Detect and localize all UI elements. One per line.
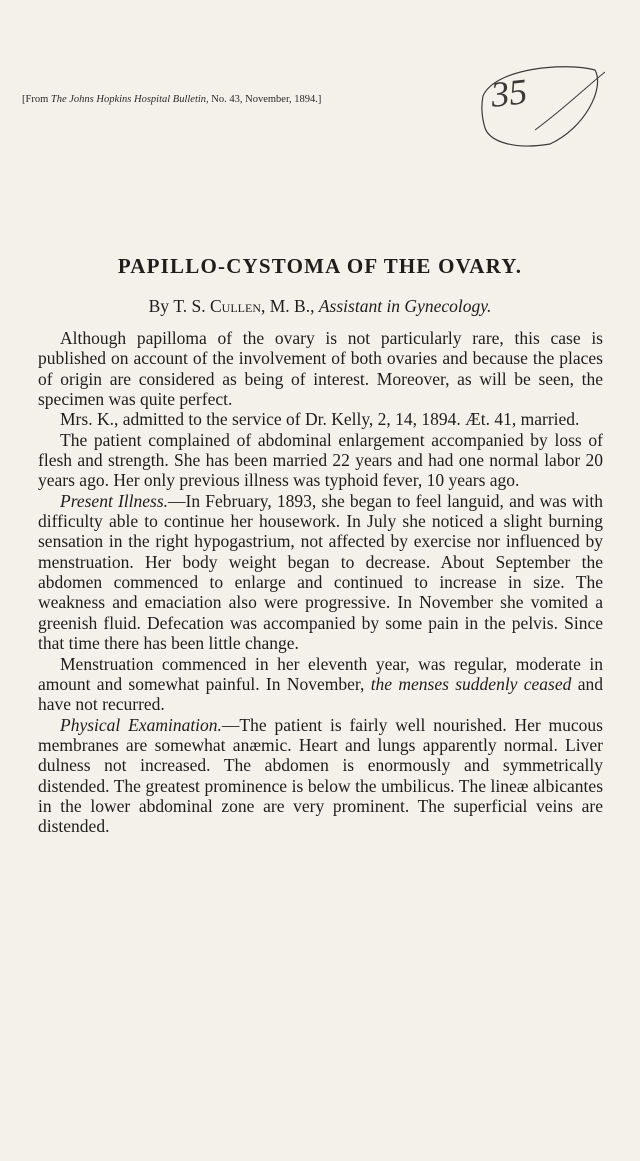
section-heading-present-illness: Present Illness. [60,490,169,511]
paragraph-intro: Although papilloma of the ovary is not particularly rare, this case is published on account of the involvement of both ovaries and because the places of origin are considered as being of interest. Moreover, as will be seen, the specimen was quite perfect. [38,328,603,410]
stamp-scribble-icon [455,58,605,148]
paragraph-physical-examination: Physical Examination.—The patient is fairly well nourished. Her mucous membranes are somewhat anæmic. Heart and lungs apparently normal. Liver dulness not increased. The abdomen is enormously and symmetrically distended. The greatest prominence is below the umbilicus. The lineæ albicantes in the lower abdominal zone are very prominent. The superficial veins are distended. [38,714,603,837]
source-citation [22,94,492,105]
article-body [38,328,603,837]
paragraph-present-illness: Present Illness.—In February, 1893, she began to feel languid, and was with difficulty able to continue her housework. In July she noticed a slight burning sensation in the right hypogastrium, not affected by exercise nor influenced by menstruation. Her body weight began to decrease. About September the abdomen commenced to enlarge and continued to increase in size. The weakness and emaciation also were progressive. In November she vomited a greenish fluid. Defecation was accompanied by some pain in the pelvis. Since that time there has been little change. [38,490,603,654]
paragraph-admission: Mrs. K., admitted to the service of Dr. Kelly, 2, 14, 1894. Æt. 41, married. [60,409,580,430]
author-name: T. S. Cullen, M. B., [173,296,315,316]
article-title: PAPILLO-CYSTOMA OF THE OVARY. [117,254,523,278]
section-heading-physical-examination: Physical Examination. [60,714,222,735]
handwritten-number-stamp-icon [455,58,605,148]
byline [40,296,600,317]
stamp-number: 35 [489,71,529,115]
journal-name: The Johns Hopkins Hospital Bulletin [50,94,207,105]
italic-emphasis: the menses suddenly ceased [370,673,572,694]
paragraph-history: The patient complained of abdominal enlargement accompanied by loss of flesh and strength. She has been married 22 years and had one normal labor 20 years ago. Her only previous illness was typhoid fever, 10 years ago. [38,429,603,491]
byline-prefix: By [148,296,169,316]
author-position: Assistant in Gynecology. [318,296,492,316]
citation-prefix: [From [22,94,51,105]
paragraph-menstruation: Menstruation commenced in her eleventh year, was regular, moderate in amount and somewhat painful. In November, the menses suddenly ceased and have not recurred. [38,653,603,715]
citation-suffix: , No. 43, November, 1894.] [206,94,322,105]
